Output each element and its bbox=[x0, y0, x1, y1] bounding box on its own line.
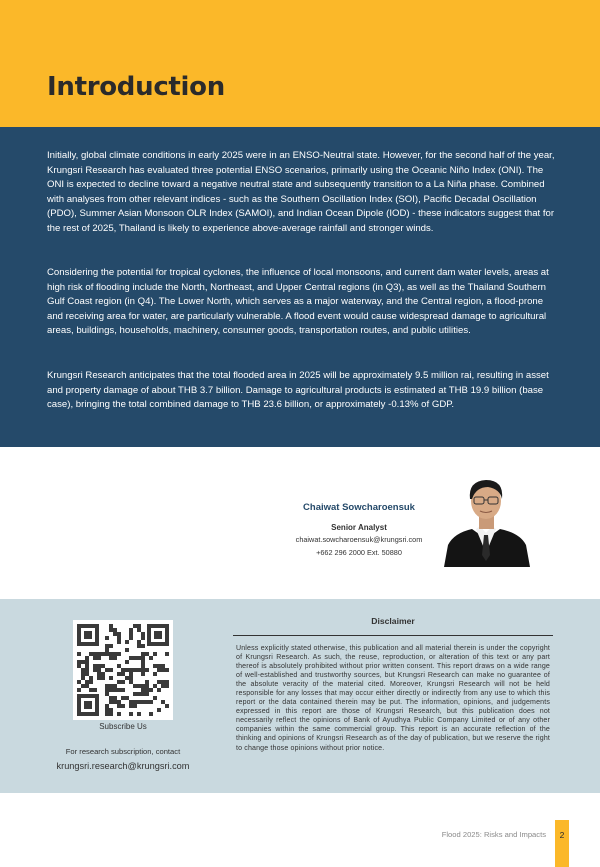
author-card bbox=[0, 447, 600, 599]
intro-paragraph-2: Considering the potential for tropical cyclones, the influence of local monsoons, and current dam water levels, areas at high risk of flooding include the North, Northeast, and Upper Central regions (in Q3), as well as the Thailand Southern Gulf Coast region (in Q4). The Lower North, which serves as a major waterway, and the Central region, a flood-prone and receiving area for water, are particularly vulnerable. A flood event would cause widespread damage to agricultural areas, buildings, households, machinery, consumer goods, transportation routes, and public utilities. bbox=[47, 267, 549, 337]
header-band bbox=[0, 0, 600, 127]
author-name: Chaiwat Sowcharoensuk bbox=[303, 502, 415, 513]
disclaimer-text: Unless explicitly stated otherwise, this publication and all material therein is under the copyright of Krungsri Research. As such, the reuse, reproduction, or alteration of this text or any part thereof is absolutely prohibited without prior written consent. This report draws on a wide range of well-established and trustworthy sources, but Krungsri Research can make no guarantee of the absolute veracity of the material cited. Moreover, Krungsri Research will not be held responsible for any losses that may occur either directly or indirectly from any use to which this report or the data contained therein may be put. The information, opinions, and judgements expressed in this report are those of Krungsri Research, but this publication does not necessarily reflect the opinions of Bank of Ayudhya Public Company Limited or of any other companies within the same commercial group. This report is an accurate reflection of the thinking and opinions of Krungsri Research as of the day of publication, but we reserve the right to change those opinions without prior notice. bbox=[236, 645, 550, 752]
author-photo bbox=[438, 473, 536, 567]
intro-paragraph-1: Initially, global climate conditions in early 2025 were in an ENSO-Neutral state. However, for the second half of the year, Krungsri Research has evaluated three potential ENSO scenarios, primarily using the Oceanic Niño Index (ONI). The ONI is expected to decline toward a negative neutral state and subsequently transition to a La Niña phase. Combined with analyses from other relevant indices - such as the Southern Oscillation Index (SOI), Pacific Decadal Oscillation (PDO), Summer Asian Monsoon OLR Index (SAMOI), and Indian Ocean Dipole (IOD) - these indicators suggest that for the rest of 2025, Thailand is likely to experience above-average rainfall and stronger winds. bbox=[47, 150, 555, 234]
page-title: Introduction bbox=[47, 72, 225, 102]
subscription-contact-text: For research subscription, contact bbox=[65, 747, 181, 756]
subscribe-label: Subscribe Us bbox=[99, 722, 147, 731]
qr-code-icon[interactable] bbox=[73, 620, 173, 720]
page-number: 2 bbox=[559, 830, 565, 840]
intro-section bbox=[0, 127, 600, 447]
disclaimer-title: Disclaimer bbox=[371, 616, 415, 626]
author-phone: +662 296 2000 Ext. 50880 bbox=[316, 548, 402, 557]
disclaimer-divider bbox=[233, 635, 553, 636]
intro-paragraph-3: Krungsri Research anticipates that the total flooded area in 2025 will be approximately 9.5 million rai, resulting in asset and property damage of about THB 3.7 billion. Damage to agricultural products is estimated at THB 19.9 billion (base case), bringing the total combined damage to THB 23.6 billion, or approximately -0.13% of GDP. bbox=[47, 370, 549, 411]
author-email[interactable]: chaiwat.sowcharoensuk@krungsri.com bbox=[295, 535, 423, 544]
page-number-tab bbox=[555, 820, 569, 867]
footer-band bbox=[0, 599, 600, 793]
running-title: Flood 2025: Risks and Impacts bbox=[441, 830, 546, 839]
author-role: Senior Analyst bbox=[331, 523, 387, 532]
subscription-email-link[interactable]: krungsri.research@krungsri.com bbox=[56, 761, 190, 771]
